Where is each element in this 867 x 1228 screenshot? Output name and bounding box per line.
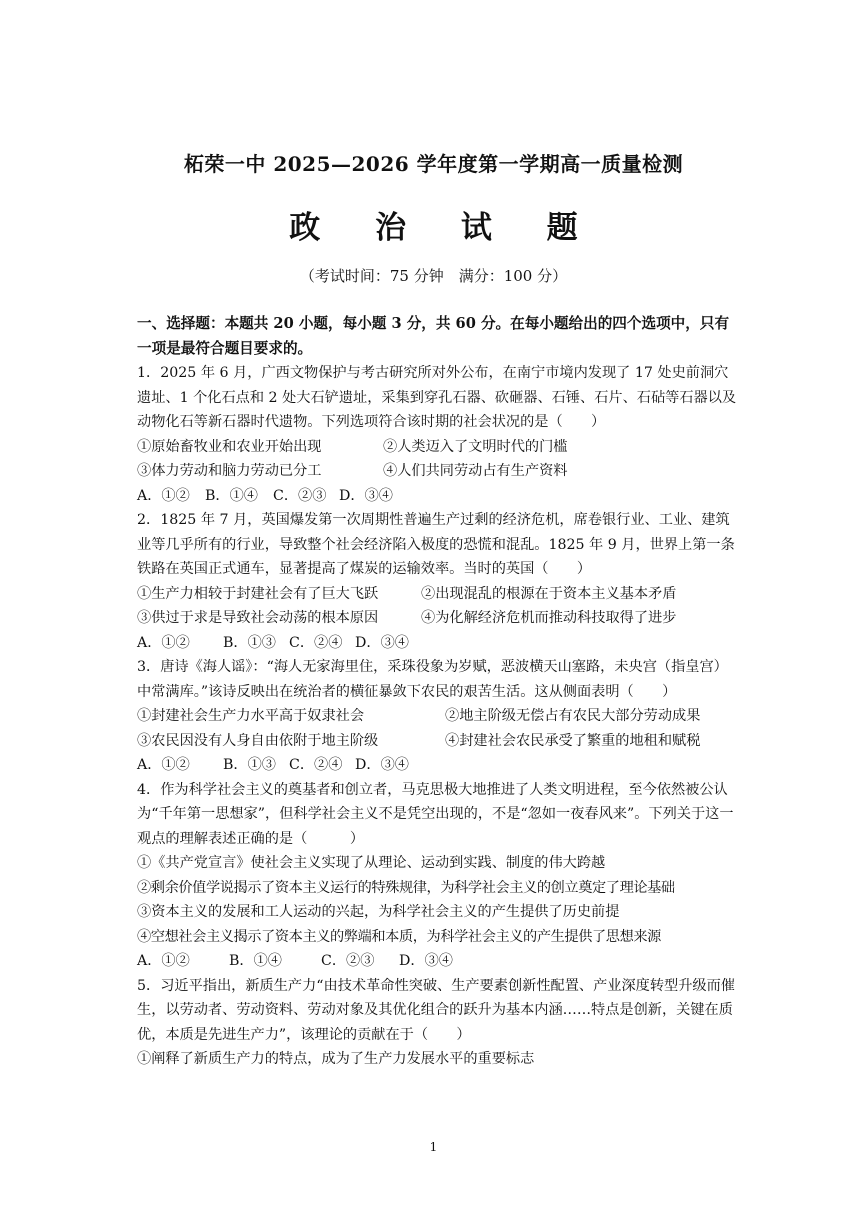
option-3: ③农民因没有人身自由依附于地主阶级: [137, 732, 379, 749]
question-3-options-row-2: [137, 729, 737, 754]
question-3-stem: 3．唐诗《海人谣》：“海人无家海里住，采珠役象为岁赋，恶波横天山塞路，未央宫（指皇宫）中常满库。”该诗反映出在统治者的横征暴敛下农民的艰苦生活。这从侧面表明（ ）: [137, 659, 728, 700]
option-2: ②剩余价值学说揭示了资本主义运行的特殊规律，为科学社会主义的创立奠定了理论基础: [137, 879, 675, 896]
answer-d: D．③④: [399, 953, 453, 969]
question-2-options-row-2: [137, 606, 737, 631]
question-2-answers: [137, 631, 737, 656]
option-2: ②地主阶级无偿占有农民大部分劳动成果: [445, 708, 701, 724]
question-2-stem: 2．1825 年 7 月，英国爆发第一次周期性普遍生产过剩的经济危机，席卷银行业、工业、建筑业等几乎所有的行业，导致整个社会经济陷入极度的恐慌和混乱。1825 年 9 月，世界上第一条铁路在英国正式通车，显著提高了煤炭的运输效率。当时的英国（ ）: [137, 512, 735, 577]
answer-a: A．①②: [137, 487, 190, 504]
exam-info: （考试时间：75 分钟 满分：100 分）: [299, 267, 568, 285]
answer-b: B．①③: [223, 757, 276, 773]
question-4-stem: 4．作为科学社会主义的奠基者和创立者，马克思极大地推进了人类文明进程，至今依然被公认为“千年第一思想家”，但科学社会主义不是凭空出现的，不是“忽如一夜春风来”。下列关于这一观点的理解表述正确的是（ ）: [137, 781, 734, 847]
option-4: ④人们共同劳动占有生产资料: [383, 463, 568, 479]
answer-c: C．②③: [321, 953, 375, 969]
page-number: 1: [429, 1140, 438, 1154]
option-1: ①原始畜牧业和农业开始出现: [137, 438, 322, 455]
option-2: ②人类迈入了文明时代的门槛: [383, 438, 568, 455]
answer-a: A．①②: [137, 757, 190, 773]
question-4: [137, 778, 737, 974]
exam-title: 柘荣一中 2025—2026 学年度第一学期高一质量检测: [183, 152, 684, 176]
question-3: [137, 655, 737, 778]
answer-c: C．②③: [273, 487, 327, 504]
option-3: ③资本主义的发展和工人运动的兴起，为科学社会主义的产生提供了历史前提: [137, 904, 620, 920]
option-3: ③供过于求是导致社会动荡的根本原因: [137, 610, 379, 626]
answer-d: D．③④: [355, 757, 409, 773]
question-2-options-row-1: [137, 582, 737, 607]
option-2: ②出现混乱的根源在于资本主义基本矛盾: [421, 585, 677, 602]
option-4: ④封建社会农民承受了繁重的地租和赋税: [445, 732, 701, 749]
answer-c: C．②④: [289, 634, 343, 651]
answer-b: B．①④: [229, 953, 282, 969]
section-heading: 一、选择题：本题共 20 小题，每小题 3 分，共 60 分。在每小题给出的四个选项中，只有一项是最符合题目要求的。: [137, 315, 730, 357]
question-1-options-row-1: [137, 435, 737, 460]
subject-title: 政 治 试 题: [289, 210, 600, 246]
option-1: ①《共产党宣言》使社会主义实现了从理论、运动到实践、制度的伟大跨越: [137, 855, 606, 871]
option-1: ①封建社会生产力水平高于奴隶社会: [137, 708, 365, 724]
question-2: [137, 508, 737, 655]
answer-b: B．①③: [223, 634, 276, 651]
question-3-answers: [137, 753, 737, 778]
question-1-stem: 1．2025 年 6 月，广西文物保护与考古研究所对外公布，在南宁市境内发现了 17 处史前洞穴遗址、1 个化石点和 2 处大石铲遗址，采集到穿孔石器、砍砸器、石锤、石片、石砧等石器以及动物化石等新石器时代遗物。下列选项符合该时期的社会状况的是（ ）: [137, 365, 737, 430]
option-4: ④为化解经济危机而推动科技取得了进步: [421, 610, 677, 626]
question-1: [137, 361, 737, 508]
question-4-answers: [137, 949, 737, 974]
question-3-options-row-1: [137, 704, 737, 729]
question-5-stem: 5．习近平指出，新质生产力“由技术革命性突破、生产要素创新性配置、产业深度转型升级而催生，以劳动者、劳动资料、劳动对象及其优化组合的跃升为基本内涵……特点是创新，关键在质优，本质是先进生产力”，该理论的贡献在于（ ）: [137, 977, 735, 1043]
option-3: ③体力劳动和脑力劳动已分工: [137, 463, 322, 479]
option-1: ①阐释了新质生产力的特点，成为了生产力发展水平的重要标志: [137, 1051, 535, 1067]
answer-b: B．①④: [205, 487, 258, 504]
answer-d: D．③④: [355, 634, 409, 651]
answer-d: D．③④: [339, 487, 393, 504]
question-1-options-row-2: [137, 459, 737, 484]
option-4: ④空想社会主义揭示了资本主义的弊端和本质，为科学社会主义的产生提供了思想来源: [137, 928, 661, 945]
question-5: [137, 974, 737, 1072]
option-1: ①生产力相较于封建社会有了巨大飞跃: [137, 585, 379, 602]
answer-c: C．②④: [289, 757, 343, 773]
answer-a: A．①②: [137, 953, 190, 969]
question-1-answers: [137, 484, 737, 509]
exam-body: [137, 312, 737, 1072]
answer-a: A．①②: [137, 634, 190, 651]
